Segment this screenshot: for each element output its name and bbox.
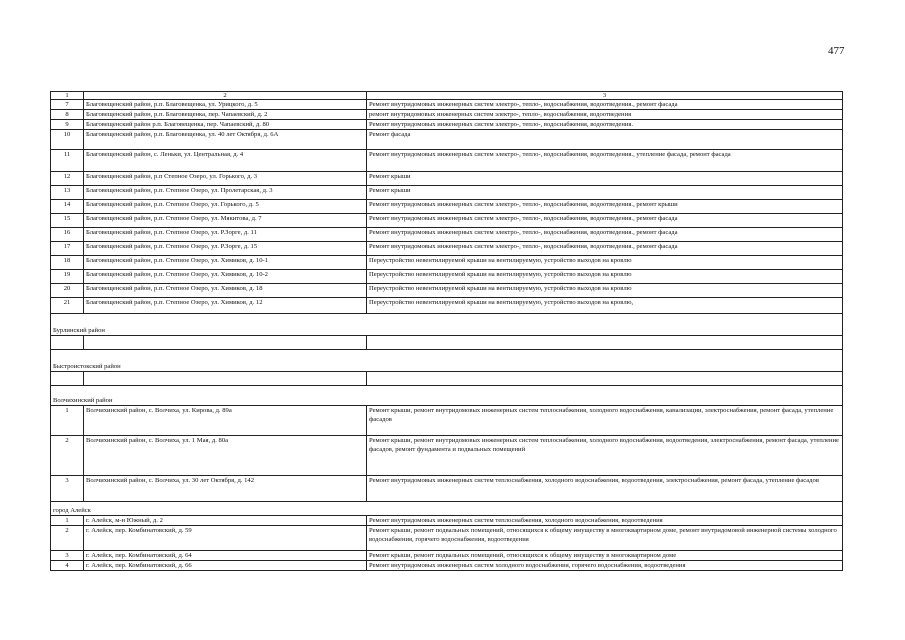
- row-works: Переустройство невентилируемой крыши на вентилируемую, устройство выходов на кровлю: [367, 270, 843, 284]
- header-col-works: 3: [367, 92, 843, 100]
- table-row: [51, 298, 843, 314]
- row-address: г. Алейск, м-н Южный, д. 2: [84, 516, 367, 526]
- table-row: [51, 186, 843, 200]
- table-row: [51, 120, 843, 130]
- section-title: Бурлинский район: [51, 314, 843, 336]
- row-number: 18: [51, 256, 84, 270]
- row-works: Ремонт крыши, ремонт подвальных помещений, относящихся к общему имуществу в многоквартирном доме: [367, 551, 843, 561]
- page-number: 477: [828, 45, 845, 57]
- row-address: Благовещенский район, р.п. Степное Озеро, ул. Химиков, д. 18: [84, 284, 367, 298]
- row-number: 11: [51, 150, 84, 172]
- table-row: [51, 516, 843, 526]
- row-works: Ремонт внутридомовых инженерных систем электро-, тепло-, водоснабжения, водоотведения., утепление фасада, ремонт фасада: [367, 150, 843, 172]
- table-row: [51, 130, 843, 150]
- row-number: 15: [51, 214, 84, 228]
- row-address: г. Алейск, пер. Комбинатовский, д. 66: [84, 561, 367, 571]
- table-row: [51, 436, 843, 476]
- row-address: Волчихинский район, с. Волчиха, ул. 1 Мая, д. 80а: [84, 436, 367, 476]
- row-number: 3: [51, 476, 84, 502]
- table-row: [51, 172, 843, 186]
- row-works: Ремонт внутридомовых инженерных систем электро-, тепло-, водоснабжения, водоотведения., ремонт фасада: [367, 100, 843, 110]
- table-row: [51, 270, 843, 284]
- row-works: [367, 336, 843, 350]
- row-number: 20: [51, 284, 84, 298]
- section-title: Волчихинский район: [51, 386, 843, 406]
- row-address: Волчихинский район, с. Волчиха, ул. Кирова, д. 89а: [84, 406, 367, 436]
- row-address: Благовещенский район, р.п. Благовещенка, ул. 40 лет Октября, д. 6А: [84, 130, 367, 150]
- row-number: 13: [51, 186, 84, 200]
- row-number: 10: [51, 130, 84, 150]
- row-works: Ремонт крыши, ремонт подвальных помещений, относящихся к общему имуществу в многоквартирном доме, ремонт внутридомовой инженерной системы холодного водоснабжения, горячего водоснабжения, водоотведения: [367, 526, 843, 551]
- row-number: 8: [51, 110, 84, 120]
- row-number: 1: [51, 516, 84, 526]
- row-address: г. Алейск, пер. Комбинатовский, д. 59: [84, 526, 367, 551]
- table-row: [51, 526, 843, 551]
- row-address: [84, 372, 367, 386]
- section-row: [51, 502, 843, 516]
- table-row: [51, 110, 843, 120]
- row-number: [51, 336, 84, 350]
- section-row: [51, 314, 843, 336]
- registry-table: [50, 91, 843, 571]
- row-address: Благовещенский район, р.п. Степное Озеро, ул. Р.Зорге, д. 11: [84, 228, 367, 242]
- row-works: [367, 372, 843, 386]
- row-address: Благовещенский район, р.п. Благовещенка, ул. Урицкого, д. 5: [84, 100, 367, 110]
- row-works: Ремонт внутридомовых инженерных систем холодного водоснабжения, горячего водоснабжения, водоотведения: [367, 561, 843, 571]
- row-number: 9: [51, 120, 84, 130]
- table-row: [51, 372, 843, 386]
- row-address: Благовещенский район, р.п. Степное Озеро, ул. Химиков, д. 10-2: [84, 270, 367, 284]
- table-row: [51, 284, 843, 298]
- row-works: Ремонт внутридомовых инженерных систем электро-, тепло-, водоснабжения, водоотведения.: [367, 120, 843, 130]
- row-address: Благовещенский район, р.п. Степное Озеро, ул. Р.Зорге, д. 15: [84, 242, 367, 256]
- row-works: Ремонт внутридомовых инженерных систем электро-, тепло-, водоснабжения, водоотведения., ремонт фасада: [367, 242, 843, 256]
- row-works: Переустройство невентилируемой крыши на вентилируемую, устройство выходов на кровлю,: [367, 298, 843, 314]
- row-works: Ремонт крыши, ремонт внутридомовых инженерных систем теплоснабжения, холодного водоснабжения, канализации, электроснабжения, ремонт фасада, утепление фасадов: [367, 406, 843, 436]
- row-works: Переустройство невентилируемой крыши на вентилируемую, устройство выходов на кровлю: [367, 284, 843, 298]
- row-address: Благовещенский район, р.п. Степное Озеро, ул. Пролетарская, д. 3: [84, 186, 367, 200]
- row-number: 1: [51, 406, 84, 436]
- row-address: Благовещенский район, р.п Степное Озеро, ул. Горького, д. 3: [84, 172, 367, 186]
- row-works: ремонт внутридомовых инженерных систем электро-, тепло-, водоснабжения, водоотведения: [367, 110, 843, 120]
- row-number: 16: [51, 228, 84, 242]
- row-number: 21: [51, 298, 84, 314]
- row-address: [84, 336, 367, 350]
- registry-table-body: [51, 92, 843, 571]
- table-row: [51, 336, 843, 350]
- table-header-row: [51, 92, 843, 100]
- row-number: 2: [51, 436, 84, 476]
- row-number: 14: [51, 200, 84, 214]
- row-works: Ремонт внутридомовых инженерных систем электро-, тепло-, водоснабжения, водоотведения., ремонт фасада: [367, 214, 843, 228]
- row-number: 3: [51, 551, 84, 561]
- table-row: [51, 200, 843, 214]
- row-address: Благовещенский район, р.п. Степное Озеро, ул. Горького, д. 5: [84, 200, 367, 214]
- row-address: Благовещенский район, р.п. Степное Озеро, ул. Химиков, д. 10-1: [84, 256, 367, 270]
- table-row: [51, 406, 843, 436]
- row-number: 7: [51, 100, 84, 110]
- row-number: 19: [51, 270, 84, 284]
- row-address: Благовещенский район, с. Леньки, ул. Центральная, д. 4: [84, 150, 367, 172]
- row-address: Благовещенский район, р.п. Степное Озеро, ул. Химиков, д. 12: [84, 298, 367, 314]
- row-works: Ремонт фасада: [367, 130, 843, 150]
- row-number: 4: [51, 561, 84, 571]
- header-col-address: 2: [84, 92, 367, 100]
- table-row: [51, 100, 843, 110]
- row-address: Благовещенский район р.п. Благовещенка, пер. Чапаевский, д. 80: [84, 120, 367, 130]
- section-title: Быстроистокский район: [51, 350, 843, 372]
- row-number: 2: [51, 526, 84, 551]
- row-works: Ремонт крыши: [367, 172, 843, 186]
- table-row: [51, 551, 843, 561]
- table-row: [51, 214, 843, 228]
- row-works: Переустройство невентилируемой крыши на вентилируемую, устройство выходов на кровлю: [367, 256, 843, 270]
- table-row: [51, 476, 843, 502]
- row-address: Благовещенский район, р.п. Благовещенка, пер. Чапаевский, д. 2: [84, 110, 367, 120]
- table-row: [51, 150, 843, 172]
- table-row: [51, 228, 843, 242]
- row-works: Ремонт внутридомовых инженерных систем теплоснабжения, холодного водоснабжения, водоотведения: [367, 516, 843, 526]
- row-address: Благовещенский район, р.п. Степное Озеро, ул. Мякитова, д. 7: [84, 214, 367, 228]
- section-row: [51, 350, 843, 372]
- section-title: город Алейск: [51, 502, 843, 516]
- row-works: Ремонт внутридомовых инженерных систем электро-, тепло-, водоснабжения, водоотведения., ремонт крыши: [367, 200, 843, 214]
- row-number: [51, 372, 84, 386]
- row-address: Волчихинский район, с. Волчиха, ул. 30 лет Октября, д. 142: [84, 476, 367, 502]
- table-row: [51, 256, 843, 270]
- row-works: Ремонт крыши: [367, 186, 843, 200]
- table-row: [51, 242, 843, 256]
- row-number: 17: [51, 242, 84, 256]
- row-number: 12: [51, 172, 84, 186]
- section-row: [51, 386, 843, 406]
- row-works: Ремонт внутридомовых инженерных систем теплоснабжения, холодного водоснабжения, водоотведения, электроснабжения, ремонт фасада, утепление фасадов: [367, 476, 843, 502]
- header-col-number: 1: [51, 92, 84, 100]
- table-row: [51, 561, 843, 571]
- row-works: Ремонт крыши, ремонт внутридомовых инженерных систем теплоснабжения, холодного водоснабжения, водоотведения, электроснабжения, ремонт фасада, утепление фасадов, ремонт фундамента и подвальных помещений: [367, 436, 843, 476]
- row-address: г. Алейск, пер. Комбинатовский, д. 64: [84, 551, 367, 561]
- row-works: Ремонт внутридомовых инженерных систем электро-, тепло-, водоснабжения, водоотведения., ремонт фасада: [367, 228, 843, 242]
